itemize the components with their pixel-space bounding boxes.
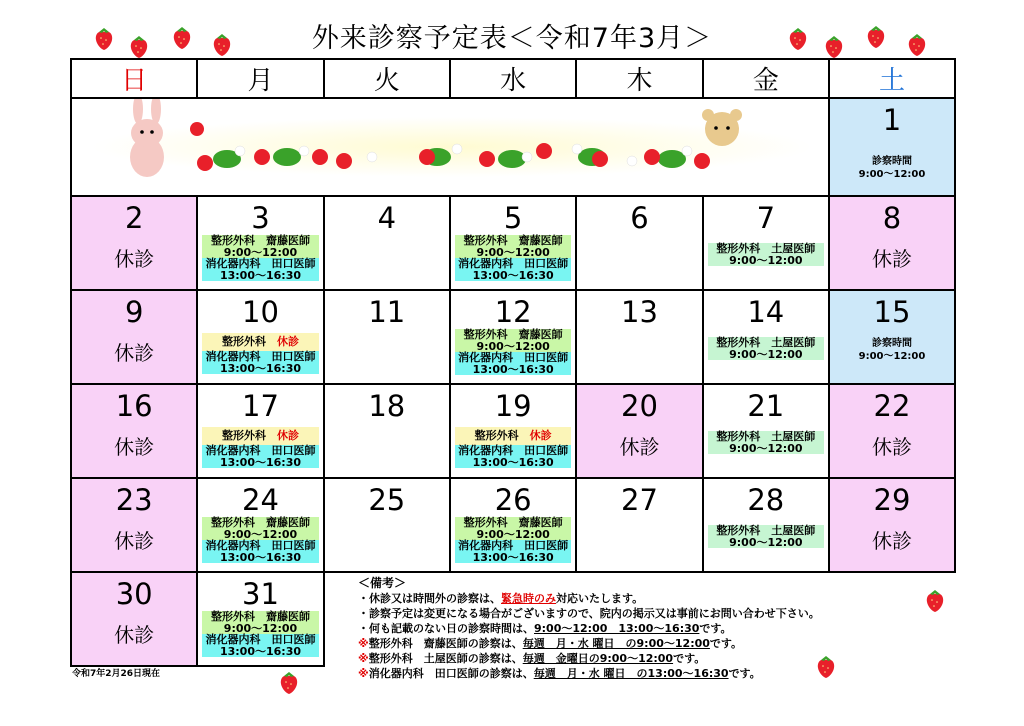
note-line: ・何も記載のない日の診察時間は、9:00〜12:00 13:00〜16:30です。 xyxy=(358,622,732,635)
week-row xyxy=(71,196,955,290)
rest-label: 休診 xyxy=(872,247,912,271)
day-number: 25 xyxy=(368,483,406,517)
weekday-thursday: 木 xyxy=(576,59,702,98)
day-number: 29 xyxy=(873,483,911,517)
sat-hours-label: 診察時間 xyxy=(872,338,912,349)
weekday-sunday: 日 xyxy=(71,59,197,98)
day-number: 2 xyxy=(124,201,144,235)
day-number: 30 xyxy=(115,577,153,611)
day-number: 21 xyxy=(747,389,785,423)
day-cell xyxy=(197,478,323,572)
day-number: 22 xyxy=(873,389,911,423)
schedule-block: 消化器内科 田口医師 13:00〜16:30 xyxy=(202,634,318,657)
bunny-icon xyxy=(130,99,164,177)
notes-heading: ＜備考＞ xyxy=(358,576,407,590)
day-number: 14 xyxy=(747,295,785,329)
schedule-block: 整形外科 土屋医師 9:00〜12:00 xyxy=(708,431,824,454)
day-number: 27 xyxy=(621,483,658,517)
week-row xyxy=(71,98,955,196)
schedule-block: 消化器内科 田口医師 13:00〜16:30 xyxy=(202,258,318,281)
day-cell xyxy=(703,196,829,290)
schedule-block: 消化器内科 田口医師 13:00〜16:30 xyxy=(455,258,571,281)
day-cell xyxy=(324,478,450,572)
schedule-block: 消化器内科 田口医師 13:00〜16:30 xyxy=(202,540,318,563)
note-line: ※整形外科 齋藤医師の診察は、毎週 月・水 曜日 の9:00〜12:00です。 xyxy=(358,637,743,650)
day-cell xyxy=(703,290,829,384)
weekday-header-row xyxy=(71,59,955,98)
day-cell xyxy=(576,290,702,384)
day-number: 12 xyxy=(494,295,532,329)
day-cell xyxy=(829,384,955,478)
rest-label: 休診 xyxy=(872,529,912,553)
note-line: ・診察予定は変更になる場合がございますので、院内の掲示又は事前にお問い合わせ下さい。 xyxy=(358,607,820,620)
day-cell xyxy=(324,290,450,384)
day-cell xyxy=(576,384,702,478)
schedule-block: 整形外科 齋藤医師 9:00〜12:00 xyxy=(202,611,318,634)
schedule-block: 消化器内科 田口医師 13:00〜16:30 xyxy=(455,352,571,375)
sat-hours-time: 9:00〜12:00 xyxy=(858,351,926,362)
day-cell xyxy=(450,290,576,384)
note-line: ・休診又は時間外の診察は、緊急時のみ対応いたします。 xyxy=(358,592,644,605)
day-number: 24 xyxy=(242,483,279,517)
schedule-block: 整形外科 休診 xyxy=(202,333,318,351)
weekday-tuesday: 火 xyxy=(324,59,450,98)
schedule-block: 整形外科 齋藤医師 9:00〜12:00 xyxy=(455,329,571,352)
weekday-wednesday: 水 xyxy=(450,59,576,98)
day-number: 13 xyxy=(621,295,658,329)
rest-label: 休診 xyxy=(114,529,155,553)
day-cell xyxy=(197,290,323,384)
day-number: 23 xyxy=(115,483,153,517)
week-row xyxy=(71,384,955,478)
day-cell xyxy=(71,196,197,290)
decoration-banner xyxy=(71,98,829,196)
weekday-friday: 金 xyxy=(703,59,829,98)
day-number: 18 xyxy=(368,389,406,423)
day-number: 16 xyxy=(115,389,153,423)
schedule-block: 消化器内科 田口医師 13:00〜16:30 xyxy=(202,351,318,374)
page-title: 外来診察予定表＜令和7年3月＞ xyxy=(311,23,713,54)
schedule-block: 整形外科 齋藤医師 9:00〜12:00 xyxy=(455,235,571,258)
day-cell xyxy=(71,290,197,384)
day-cell xyxy=(450,384,576,478)
day-cell xyxy=(576,478,702,572)
strawberry-icon xyxy=(281,672,297,694)
day-cell xyxy=(829,478,955,572)
day-cell xyxy=(197,572,323,666)
sat-hours-label: 診察時間 xyxy=(872,156,912,167)
day-number: 15 xyxy=(873,295,911,329)
day-number: 7 xyxy=(756,201,776,235)
weekday-saturday: 土 xyxy=(829,59,955,98)
day-cell xyxy=(324,196,450,290)
day-number: 8 xyxy=(882,201,902,235)
schedule-block: 整形外科 休診 xyxy=(202,427,318,445)
bunny-bear-strawberry-illustration xyxy=(72,99,828,191)
sat-hours-time: 9:00〜12:00 xyxy=(858,169,926,180)
note-line: ※整形外科 土屋医師の診察は、毎週 金曜日の9:00〜12:00です。 xyxy=(358,652,706,665)
day-cell xyxy=(829,290,955,384)
day-number: 4 xyxy=(377,201,397,235)
day-cell xyxy=(71,478,197,572)
day-number: 17 xyxy=(242,389,279,423)
day-cell xyxy=(324,384,450,478)
week-row xyxy=(71,478,955,572)
day-cell xyxy=(703,478,829,572)
notes-section xyxy=(358,576,820,681)
day-cell xyxy=(197,196,323,290)
rest-label: 休診 xyxy=(619,435,660,459)
day-number: 3 xyxy=(251,201,270,235)
schedule-block: 消化器内科 田口医師 13:00〜16:30 xyxy=(455,540,571,563)
day-cell xyxy=(829,196,955,290)
schedule-block: 整形外科 齋藤医師 9:00〜12:00 xyxy=(455,517,571,540)
schedule-block: 整形外科 齋藤医師 9:00〜12:00 xyxy=(202,235,318,258)
day-number: 1 xyxy=(882,103,902,137)
day-number: 5 xyxy=(503,201,523,235)
day-number: 26 xyxy=(494,483,532,517)
schedule-block: 整形外科 土屋医師 9:00〜12:00 xyxy=(708,243,824,266)
day-number: 28 xyxy=(747,483,785,517)
week-row xyxy=(71,290,955,384)
day-cell xyxy=(450,196,576,290)
schedule-block: 整形外科 土屋医師 9:00〜12:00 xyxy=(708,337,824,360)
day-cell xyxy=(197,384,323,478)
day-cell xyxy=(829,98,955,196)
day-cell xyxy=(703,384,829,478)
rest-label: 休診 xyxy=(114,341,155,365)
schedule-block: 整形外科 休診 xyxy=(455,427,571,445)
day-number: 10 xyxy=(242,295,279,329)
weekday-monday: 月 xyxy=(197,59,323,98)
day-cell xyxy=(450,478,576,572)
day-cell xyxy=(71,572,197,666)
schedule-block: 整形外科 齋藤医師 9:00〜12:00 xyxy=(202,517,318,540)
rest-label: 休診 xyxy=(872,435,912,459)
schedule-block: 消化器内科 田口医師 13:00〜16:30 xyxy=(455,445,571,468)
schedule-block: 整形外科 土屋医師 9:00〜12:00 xyxy=(708,525,824,548)
as-of-date: 令和7年2月26日現在 xyxy=(72,669,161,679)
day-number: 11 xyxy=(368,295,406,329)
day-number: 6 xyxy=(630,201,649,235)
day-number: 19 xyxy=(494,389,532,423)
day-cell xyxy=(576,196,702,290)
rest-label: 休診 xyxy=(114,247,155,271)
rest-label: 休診 xyxy=(114,435,155,459)
day-cell xyxy=(71,384,197,478)
day-number: 31 xyxy=(242,577,279,611)
day-number: 20 xyxy=(621,389,658,423)
schedule-block: 消化器内科 田口医師 13:00〜16:30 xyxy=(202,445,318,468)
day-number: 9 xyxy=(124,295,144,329)
rest-label: 休診 xyxy=(114,623,155,647)
note-line: ※消化器内科 田口医師の診察は、毎週 月・水 曜日 の13:00〜16:30です。 xyxy=(358,667,761,680)
